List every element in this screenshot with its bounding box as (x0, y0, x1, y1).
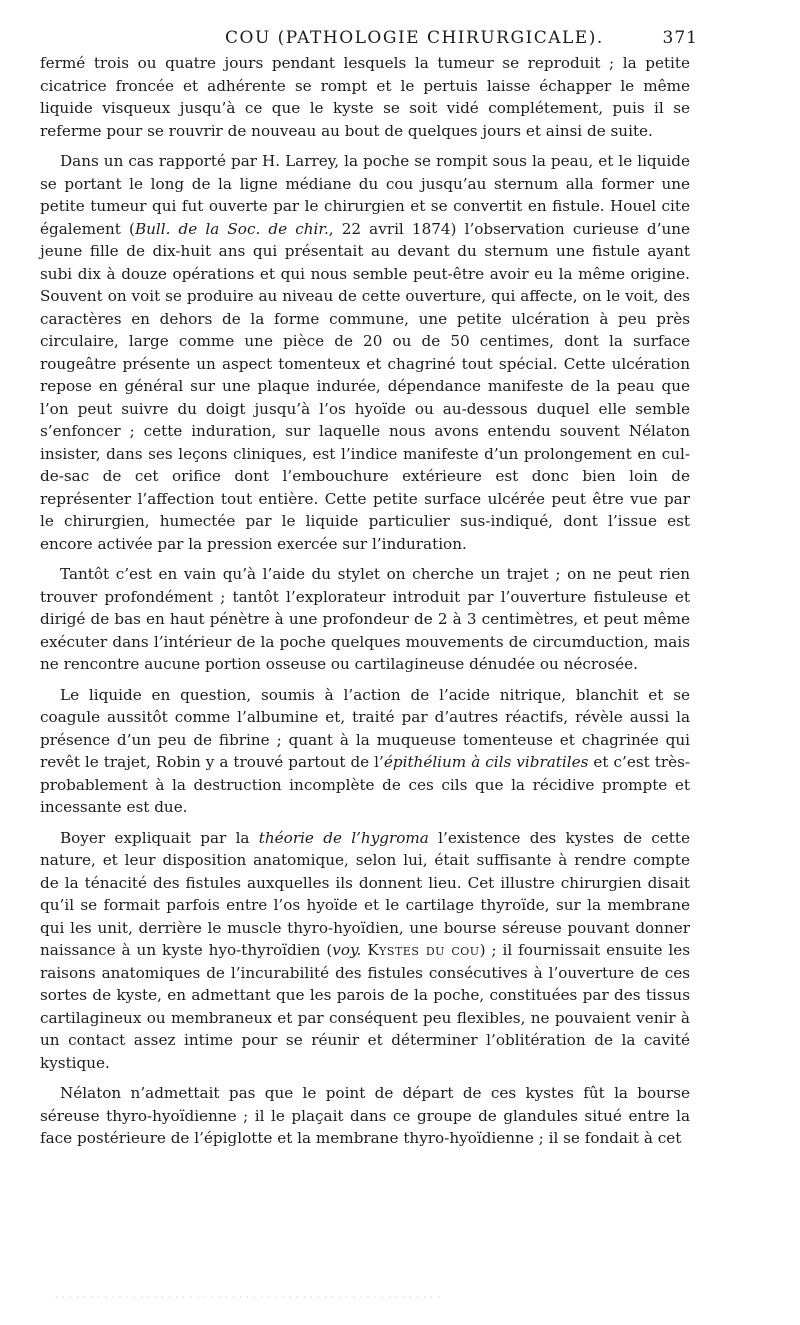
citation-bull-soc-chir: Bull. de la Soc. de chir. (134, 219, 329, 238)
paragraph-3 (40, 563, 690, 676)
paragraph-1-text: fermé trois ou quatre jours pendant lesquels la tumeur se reproduit ; la petite cicatrice froncée et adhérente se rompt et le pertuis laisse échapper le même liquide visqueux jusqu’à ce que le kyste se soit vidé complétement, puis il se referme pour se rouvrir de nouveau au bout de quelques jours et ainsi de suite. (40, 54, 690, 140)
page-number: 371 (662, 28, 698, 48)
paragraph-2-text-b: , 22 avril 1874) l’observation curieuse d’une jeune fille de dix-huit ans qui présentait au devant du sternum une fistule ayant subi dix à douze opérations et qui nous semble peut-être avoir eu la même origine. Souvent on voit se produire au niveau de cette ouverture, qui affecte, on le voit, des caractères en dehors de la forme commune, une petite ulcération à peu près circulaire, large comme une pièce de 20 ou de 50 centimes, dont la surface rougeâtre présente un aspect tomenteux et chagriné tout spécial. Cette ulcération repose en général sur une plaque indurée, dépendance manifeste de la peau que l’on peut suivre du doigt jusqu’à l’os hyoïde ou au-dessous duquel elle semble s’enfoncer ; cette induration, sur laquelle nous avons entendu souvent Nélaton insister, dans ses leçons cliniques, est l’indice manifeste d’un prolongement en cul-de-sac de cet orifice dont l’embouchure extérieure est donc bien loin de représenter l’affection tout entière. Cette petite surface ulcérée peut être vue par le chirurgien, humectée par le liquide particulier sus-indiqué, dont l’issue est encore activée par la pression exercée sur l’induration. (40, 219, 691, 553)
italic-theorie-hygroma: théorie de l’hygroma (258, 828, 429, 847)
page-header (0, 28, 800, 54)
bleed-through-noise: · · · · · · · · · · · · · · · · · · · · · · · · · · · · · · · · · · · · · · · · · · · · · · · · · · · · · · · (55, 1293, 442, 1302)
paragraph-5-text-c: ) ; il fournissait ensuite les raisons anatomiques de l’incurabilité des fistules consécutives à l’ouverture de ces sortes de kyste, en admettant que les parois de la poche, constituées par des tissus cartilagineux ou membraneux et par conséquent peu flexibles, ne pouvaient venir à un contact assez intime pour se réunir et déterminer l’oblitération de la cavité kystique. (40, 941, 691, 1072)
paragraph-5-text-b: l’existence des kystes de cette nature, et leur disposition anatomique, selon lui, était suffisante à rendre compte de la ténacité des fistules auxquelles ils donnent lieu. Cet illustre chirurgien disait qu’il se formait parfois entre l’os hyoïde et le cartilage thyroïde, sur la membrane qui les unit, derrière le muscle thyro-hyoïdien, une bourse séreuse pouvant donner naissance à un kyste hyo-thyroïdien ( (40, 828, 690, 959)
body-text (40, 52, 690, 1150)
running-title: COU (PATHOLOGIE CHIRURGICALE). (225, 28, 604, 48)
paragraph-1 (40, 52, 690, 142)
cross-reference-kystes-du-cou: Kystes du cou (367, 941, 480, 959)
paragraph-4 (40, 684, 690, 819)
paragraph-3-text: Tantôt c’est en vain qu’à l’aide du stylet on cherche un trajet ; on ne peut rien trouver profondément ; tantôt l’explorateur introduit par l’ouverture fistuleuse et dirigé de bas en haut pénètre à une profondeur de 2 à 3 centimètres, et peut même exécuter dans l’intérieur de la poche quelques mouvements de circumduction, mais ne rencontre aucune portion osseuse ou cartilagineuse dénudée ou nécrosée. (40, 565, 690, 673)
paragraph-2-text-a: Dans un cas rapporté par H. Larrey, la poche se rompit sous la peau, et le liquide se portant le long de la ligne médiane du cou jusqu’au sternum alla former une petite tumeur qui fut ouverte par le chirurgien et se convertit en fistule. Houel cite également ( (40, 152, 690, 238)
paragraph-2 (40, 150, 690, 555)
paragraph-6-text: Nélaton n’admettait pas que le point de départ de ces kystes fût la bourse séreuse thyro-hyoïdienne ; il le plaçait dans ce groupe de glandules situé entre la face postérieure de l’épiglotte et la membrane thyro-hyoïdienne ; il se fondait à cet (40, 1084, 690, 1147)
paragraph-5 (40, 827, 690, 1075)
italic-voy: voy. (332, 941, 362, 959)
paragraph-6 (40, 1082, 690, 1150)
paragraph-4-text-a: Le liquide en question, soumis à l’action de l’acide nitrique, blanchit et se coagule aussitôt comme l’albumine et, traité par d’autres réactifs, révèle aussi la présence d’un peu de fibrine ; quant à la muqueuse tomenteuse et chagrinée qui revêt le trajet, Robin y a trouvé partout de l’ (40, 685, 690, 771)
paragraph-4-text-b: et c’est très-probablement à la destruction incomplète de ces cils que la récidive prompte et incessante est due. (40, 753, 690, 816)
italic-epithelium: épithélium à cils vibratiles (383, 753, 589, 771)
paragraph-5-text-a: Boyer expliquait par la (60, 828, 259, 847)
